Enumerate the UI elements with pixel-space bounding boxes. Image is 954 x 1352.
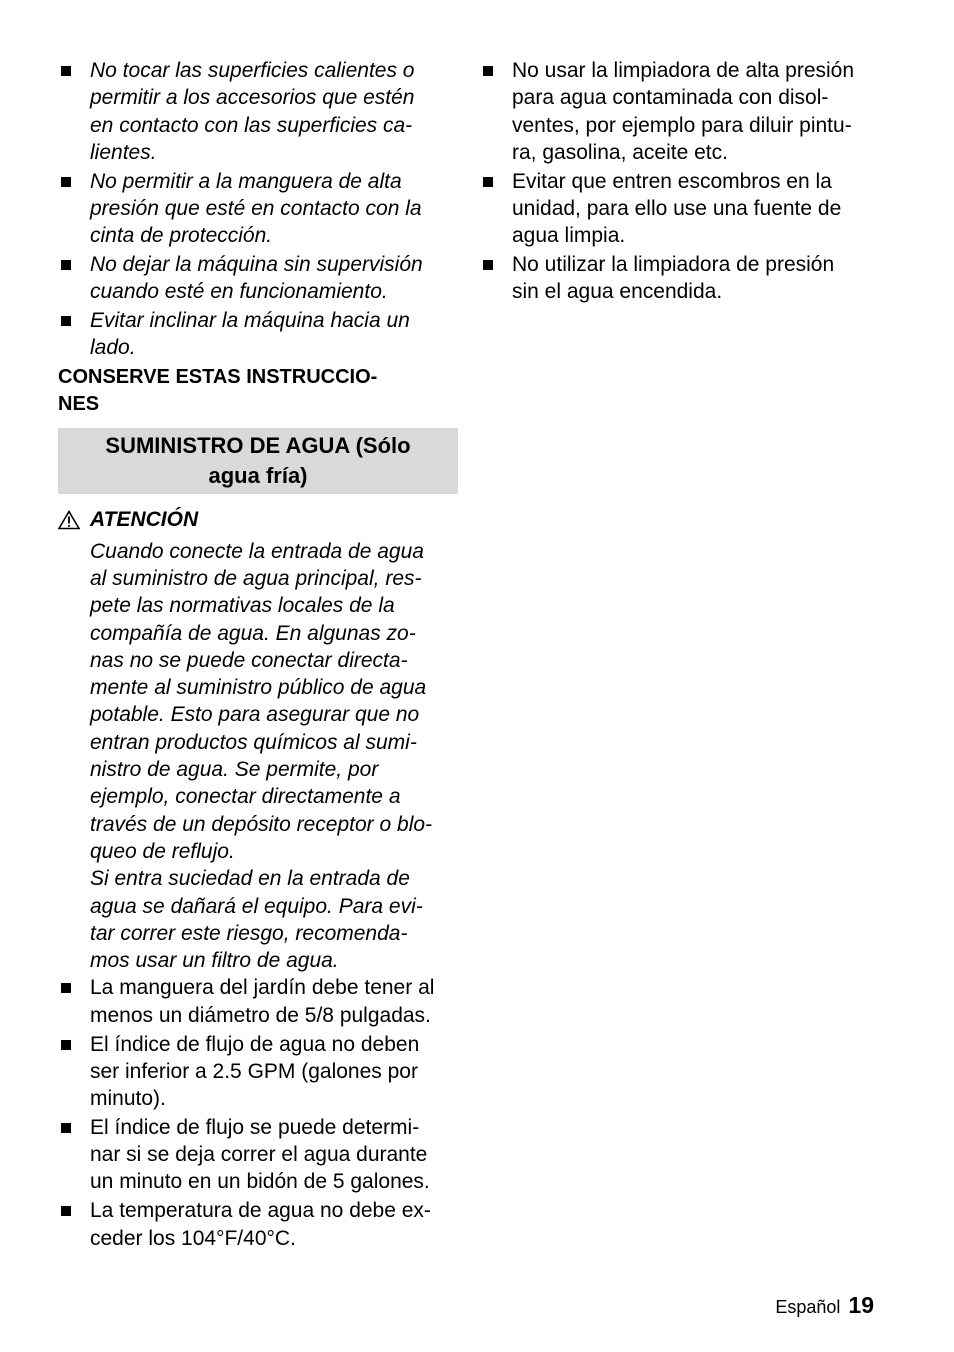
- attention-text: [58, 538, 458, 975]
- list-item: No tocar las superficies calientes o permitir a los accesorios que estén en contacto con las superficies ca- lientes.: [58, 57, 458, 166]
- safety-list-top: [58, 57, 458, 362]
- page-footer: [775, 1292, 874, 1319]
- page-number: 19: [848, 1292, 874, 1318]
- bullet-square-icon: [483, 66, 493, 76]
- list-item: No usar la limpiadora de alta presión para agua contaminada con disol- ventes, por ejemplo para diluir pintu- ra, gasolina, aceite etc.: [480, 57, 880, 166]
- left-column: [58, 57, 458, 1253]
- bullet-square-icon: [483, 177, 493, 187]
- right-column: [480, 57, 880, 307]
- bullet-square-icon: [61, 983, 71, 993]
- bullet-square-icon: [61, 1206, 71, 1216]
- attention-heading: ATENCIÓN: [58, 506, 458, 533]
- bullet-square-icon: [61, 260, 71, 270]
- bullet-square-icon: [61, 66, 71, 76]
- section-title-water-supply: SUMINISTRO DE AGUA (Sólo agua fría): [58, 428, 458, 494]
- list-item: No permitir a la manguera de alta presión que esté en contacto con la cinta de protección.: [58, 168, 458, 250]
- list-item: La manguera del jardín debe tener al menos un diámetro de 5/8 pulgadas.: [58, 974, 458, 1029]
- list-item: Evitar inclinar la máquina hacia un lado.: [58, 307, 458, 362]
- bullet-square-icon: [61, 1123, 71, 1133]
- list-item: Evitar que entren escombros en la unidad, para ello use una fuente de agua limpia.: [480, 168, 880, 250]
- safety-list-right: [480, 57, 880, 306]
- attention-block: [58, 506, 458, 974]
- warning-triangle-icon: [58, 510, 80, 530]
- list-item: No utilizar la limpiadora de presión sin el agua encendida.: [480, 251, 880, 306]
- water-requirements-list: [58, 974, 458, 1251]
- footer-language: Español: [775, 1297, 841, 1317]
- attention-paragraph: Cuando conecte la entrada de agua al suministro de agua principal, res- pete las normativas locales de la compañía de agua. En algunas zo- nas no se puede conectar directa- mente al suministro público de agua potable. Esto para asegurar que no entran productos químicos al sumi- nistro de agua. Se permite, por ejemplo, conectar directamente a través de un depósito receptor o blo- queo de reflujo.: [90, 539, 433, 863]
- list-item: No dejar la máquina sin supervisión cuando esté en funcionamiento.: [58, 251, 458, 306]
- bullet-square-icon: [61, 177, 71, 187]
- attention-paragraph: Si entra suciedad en la entrada de agua se dañará el equipo. Para evi- tar correr este riesgo, recomenda- mos usar un filtro de agua.: [90, 867, 423, 973]
- bullet-square-icon: [483, 260, 493, 270]
- list-item: La temperatura de agua no debe ex- ceder los 104°F/40°C.: [58, 1197, 458, 1252]
- list-item: El índice de flujo de agua no deben ser inferior a 2.5 GPM (galones por minuto).: [58, 1031, 458, 1113]
- conserve-instructions-heading: CONSERVE ESTAS INSTRUCCIO- NES: [58, 365, 378, 416]
- list-item: El índice de flujo se puede determi- nar si se deja correr el agua durante un minuto en un bidón de 5 galones.: [58, 1114, 458, 1196]
- bullet-square-icon: [61, 316, 71, 326]
- bullet-square-icon: [61, 1040, 71, 1050]
